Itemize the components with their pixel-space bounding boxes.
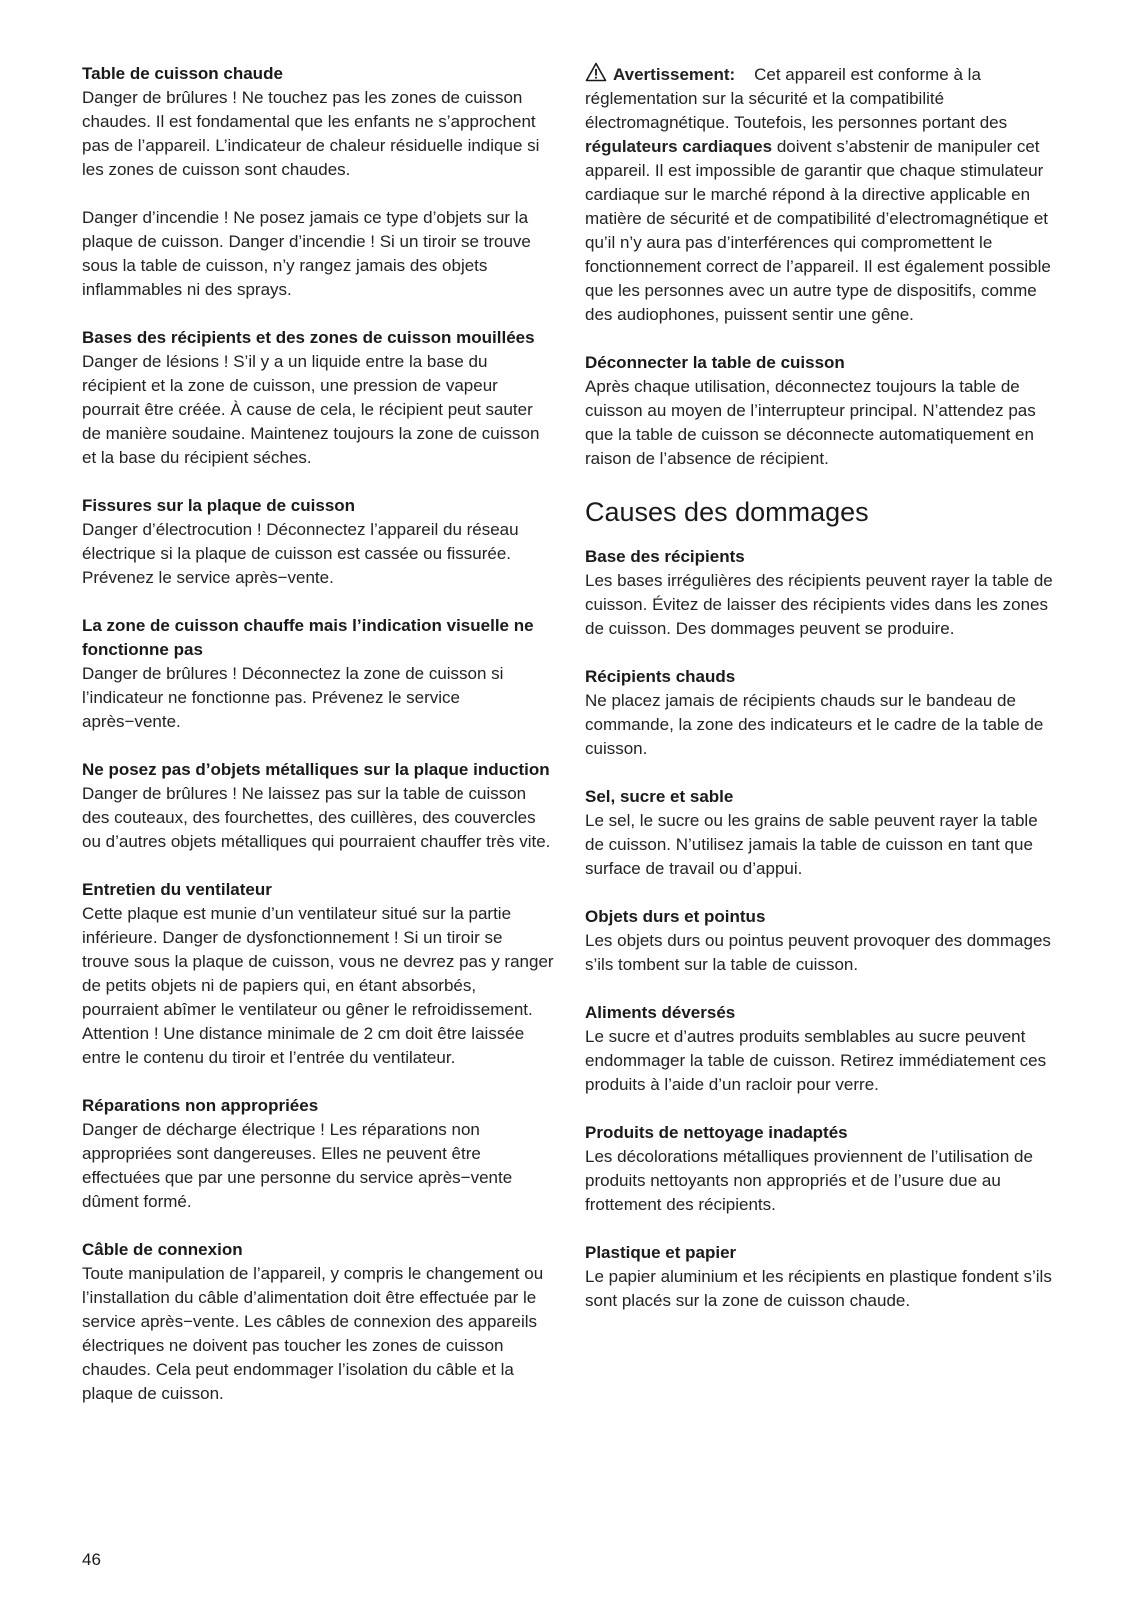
section-body: Toute manipulation de l’appareil, y compris le changement ou l’installation du câble d’alimentation doit être effectuée par le service après−vente. Les câbles de connexion des appareils électriques ne doivent pas toucher les zones de cuisson chaudes. Cela peut endommager l’isolation du câble et la plaque de cuisson.	[82, 1264, 544, 1403]
section-connection-cable	[82, 1238, 554, 1406]
section-salt-sugar-sand	[585, 785, 1057, 881]
section-metal-objects	[82, 758, 554, 854]
section-hot-hob	[82, 62, 554, 182]
section-pan-bases	[585, 545, 1057, 641]
section-body: Le papier aluminium et les récipients en plastique fondent s’ils sont placés sur la zone de cuisson chaude.	[585, 1267, 1052, 1310]
section-body: Danger de lésions ! S’il y a un liquide entre la base du récipient et la zone de cuisson, une pression de vapeur pourrait être créée. À cause de cela, le récipient peut sauter de manière soudaine. Maintenez toujours la zone de cuisson et la base du récipient séches.	[82, 352, 540, 467]
left-column	[82, 62, 554, 1430]
section-body: Le sel, le sucre ou les grains de sable peuvent rayer la table de cuisson. N’utilisez jamais la table de cuisson en tant que surface de travail ou d’appui.	[585, 811, 1038, 878]
section-body: Après chaque utilisation, déconnectez toujours la table de cuisson au moyen de l’interrupteur principal. N’attendez pas que la table de cuisson se déconnecte automatiquement en raison de l’absence de récipient.	[585, 377, 1036, 468]
section-body: Le sucre et d’autres produits semblables au sucre peuvent endommager la table de cuisson. Retirez immédiatement ces produits à l’aide d’un racloir pour verre.	[585, 1027, 1047, 1094]
section-heading: Bases des récipients et des zones de cuisson mouillées	[82, 328, 535, 347]
warning-text-before: Cet appareil est conforme à la réglementation sur la sécurité et la compatibilité électromagnétique. Toutefois, les personnes portant des	[585, 65, 1008, 132]
section-hot-pans	[585, 665, 1057, 761]
section-disconnect	[585, 351, 1057, 471]
section-heading: La zone de cuisson chauffe mais l’indication visuelle ne fonctionne pas	[82, 616, 534, 659]
section-heading: Déconnecter la table de cuisson	[585, 353, 845, 372]
section-heading: Base des récipients	[585, 547, 745, 566]
section-cleaning-products	[585, 1121, 1057, 1217]
section-body: Cette plaque est munie d’un ventilateur situé sur la partie inférieure. Danger de dysfonctionnement ! Si un tiroir se trouve sous la plaque de cuisson, vous ne devrez pas y ranger de petits objets ni de papiers qui, en étant absorbés, pourraient abîmer le ventilateur ou gêner le refroidissement. Attention ! Une distance minimale de 2 cm doit être laissée entre le contenu du tiroir et l’entrée du ventilateur.	[82, 904, 554, 1067]
section-body: Danger d’électrocution ! Déconnectez l’appareil du réseau électrique si la plaque de cuisson est cassée ou fissurée. Prévenez le service après−vente.	[82, 520, 519, 587]
section-body: Ne placez jamais de récipients chauds sur le bandeau de commande, la zone des indicateurs et le cadre de la table de cuisson.	[585, 691, 1044, 758]
section-body: Les décolorations métalliques proviennent de l’utilisation de produits nettoyants non appropriés et de l’usure due au frottement des récipients.	[585, 1147, 1033, 1214]
section-heading: Câble de connexion	[82, 1240, 243, 1259]
section-fire-danger	[82, 206, 554, 302]
section-heading: Ne posez pas d’objets métalliques sur la plaque induction	[82, 760, 550, 779]
section-heading: Réparations non appropriées	[82, 1096, 319, 1115]
damage-causes-heading: Causes des dommages	[585, 497, 869, 527]
section-heading: Table de cuisson chaude	[82, 64, 283, 83]
section-heading: Sel, sucre et sable	[585, 787, 734, 806]
warning-text	[585, 62, 1057, 327]
warning-bold-term: régulateurs cardiaques	[585, 137, 773, 156]
section-wet-bases	[82, 326, 554, 470]
section-heading: Produits de nettoyage inadaptés	[585, 1123, 848, 1142]
warning-notice	[585, 62, 1057, 327]
section-indicator-failure	[82, 614, 554, 734]
section-hard-objects	[585, 905, 1057, 977]
warning-text-after: doivent s’abstenir de manipuler cet appareil. Il est impossible de garantir que chaque stimulateur cardiaque sur le marché répond à la directive applicable en matière de sécurité et de compatibilité d’electromagnétique et qu’il n’y aura pas d’interférences qui compromettent le fonctionnement correct de l’appareil. Il est également possible que les personnes avec un autre type de dispositifs, comme des audiophones, puissent sentir une gêne.	[585, 137, 1051, 324]
section-fan-maintenance	[82, 878, 554, 1070]
section-heading: Entretien du ventilateur	[82, 880, 272, 899]
section-heading: Récipients chauds	[585, 667, 736, 686]
section-heading: Plastique et papier	[585, 1243, 737, 1262]
section-cracks	[82, 494, 554, 590]
section-spilled-food	[585, 1001, 1057, 1097]
section-heading: Fissures sur la plaque de cuisson	[82, 496, 356, 515]
section-body: Danger de brûlures ! Déconnectez la zone de cuisson si l’indicateur ne fonctionne pas. Prévenez le service après−vente.	[82, 664, 504, 731]
warning-triangle-icon	[585, 62, 607, 82]
section-heading: Aliments déversés	[585, 1003, 736, 1022]
section-body: Danger de décharge électrique ! Les réparations non appropriées sont dangereuses. Elles ne peuvent être effectuées que par une personne du service après−vente dûment formé.	[82, 1120, 513, 1211]
warning-label: Avertissement:	[613, 65, 736, 84]
section-plastic-paper	[585, 1241, 1057, 1313]
section-body: Danger de brûlures ! Ne touchez pas les zones de cuisson chaudes. Il est fondamental que les enfants ne s’approchent pas de l’appareil. L’indicateur de chaleur résiduelle indique si les zones de cuisson sont chaudes.	[82, 88, 540, 179]
right-column	[585, 62, 1057, 1337]
section-body: Danger de brûlures ! Ne laissez pas sur la table de cuisson des couteaux, des fourchettes, des cuillères, des couvercles ou d’autres objets métalliques qui pourraient chauffer très vite.	[82, 784, 551, 851]
section-body: Les objets durs ou pointus peuvent provoquer des dommages s’ils tombent sur la table de cuisson.	[585, 931, 1051, 974]
section-heading: Objets durs et pointus	[585, 907, 766, 926]
section-repairs	[82, 1094, 554, 1214]
section-body: Les bases irrégulières des récipients peuvent rayer la table de cuisson. Évitez de laisser des récipients vides dans les zones de cuisson. Des dommages peuvent se produire.	[585, 571, 1053, 638]
page-number: 46	[82, 1550, 101, 1569]
section-body: Danger d’incendie ! Ne posez jamais ce type d’objets sur la plaque de cuisson. Danger d’incendie ! Si un tiroir se trouve sous la table de cuisson, n’y rangez jamais des objets inflammables ni des sprays.	[82, 208, 531, 299]
